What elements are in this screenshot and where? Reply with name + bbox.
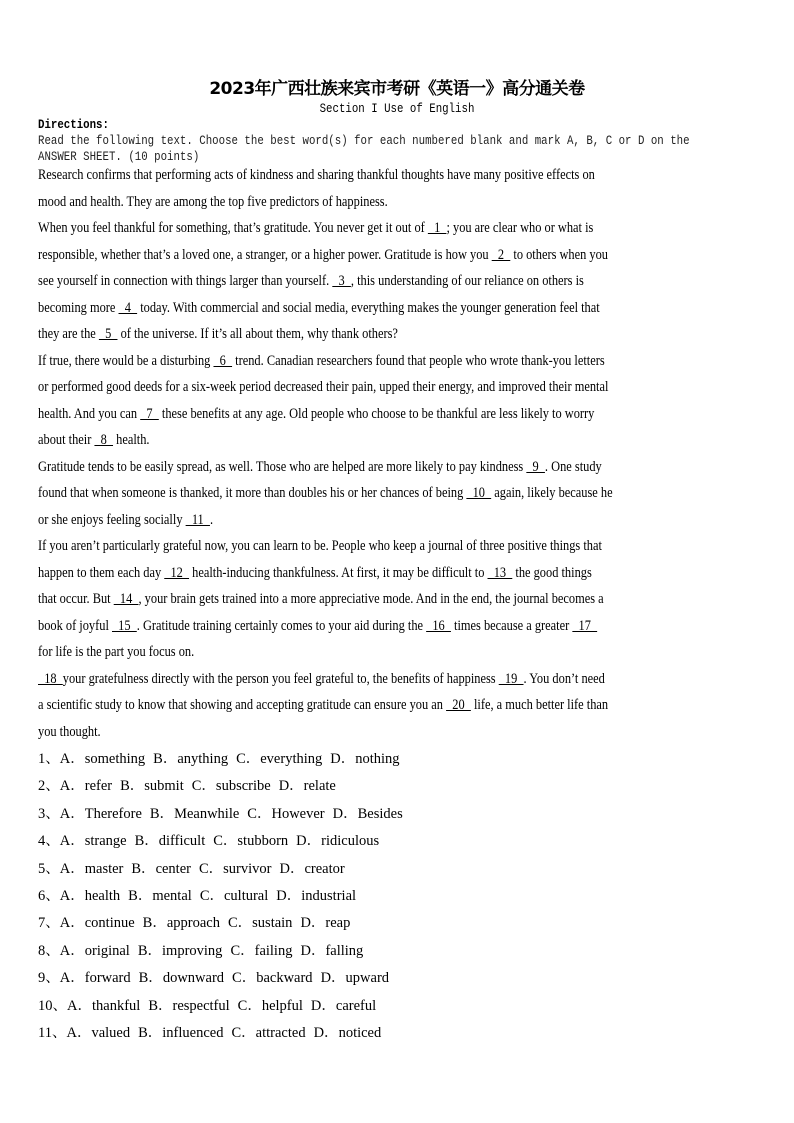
answer-choice[interactable] — [60, 778, 112, 794]
choice-letter: A． — [59, 860, 85, 877]
choice-text: subscribe — [215, 778, 271, 795]
passage-text: . — [209, 511, 214, 528]
answer-choice[interactable] — [199, 861, 272, 877]
numbered-blank: 1 — [427, 220, 447, 236]
choice-text: cultural — [223, 888, 269, 905]
choice-letter: B． — [153, 751, 178, 767]
numbered-blank: 5 — [98, 326, 118, 342]
choice-text: downward — [162, 970, 225, 987]
answer-choice[interactable] — [232, 970, 313, 986]
answer-choice[interactable] — [138, 943, 223, 959]
answer-options-list — [38, 746, 758, 1047]
passage-text: these benefits at any age. Old people who choose to be thankful are less likely to worry — [158, 405, 595, 422]
passage-text: book of joyful — [38, 617, 112, 634]
choice-letter: B． — [128, 888, 153, 905]
directions-line: Read the following text. Choose the best word(s) for each numbered blank and mark A, B, C or D on the — [38, 134, 690, 148]
passage-text: happen to them each day — [38, 564, 165, 581]
choice-text: creator — [304, 860, 345, 877]
passage-line — [38, 719, 765, 746]
choice-text: difficult — [158, 833, 206, 850]
question-number: 6、 — [38, 888, 60, 905]
choice-letter: C． — [191, 778, 216, 795]
choice-text: backward — [256, 970, 313, 987]
choice-text: Therefore — [84, 805, 142, 822]
choice-letter: B． — [148, 997, 173, 1014]
choice-letter: C． — [230, 942, 255, 959]
numbered-blank: 7 — [140, 405, 159, 422]
choice-letter: C． — [232, 970, 257, 987]
numbered-blank: 11 — [185, 511, 210, 528]
question-number: 5、 — [38, 860, 60, 877]
choice-letter: A． — [59, 805, 85, 822]
question-number: 3、 — [38, 805, 60, 822]
answer-choice[interactable] — [128, 888, 192, 904]
choice-letter: C． — [199, 888, 224, 905]
question-options-row — [38, 965, 758, 992]
numbered-blank: 10 — [466, 485, 492, 501]
passage-text: . You don’t need — [523, 670, 605, 687]
answer-choice[interactable] — [60, 806, 142, 822]
choice-text: continue — [84, 915, 135, 932]
choice-text: reap — [325, 915, 351, 932]
answer-choice[interactable] — [139, 970, 224, 986]
answer-choice[interactable] — [60, 888, 120, 904]
answer-choice[interactable] — [150, 806, 239, 822]
passage-text: the good things — [512, 564, 592, 581]
choice-letter: B． — [120, 778, 145, 795]
choice-letter: D． — [276, 888, 302, 905]
choice-text: forward — [84, 970, 131, 987]
passage-text: Gratitude tends to be easily spread, as well. Those who are helped are more likely to pay kindness — [38, 458, 527, 475]
cloze-passage — [38, 162, 765, 745]
passage-text: about their — [38, 432, 95, 448]
choice-text: submit — [144, 778, 184, 795]
passage-line — [38, 480, 765, 507]
numbered-blank: 19 — [498, 670, 524, 687]
answer-choice[interactable] — [60, 833, 127, 849]
numbered-blank: 18 — [38, 670, 63, 687]
question-options-row — [38, 746, 758, 773]
passage-text: health-inducing thankfulness. At first, it may be difficult to — [189, 564, 488, 581]
question-options-row — [38, 1020, 758, 1047]
numbered-blank: 4 — [118, 299, 138, 316]
choice-text: influenced — [162, 1025, 224, 1042]
passage-text: for life is the part you focus on. — [38, 644, 195, 660]
choice-letter: A． — [59, 778, 85, 795]
choice-letter: A． — [59, 888, 85, 905]
passage-text: , your brain gets trained into a more appreciative mode. And in the end, the journal becomes a — [138, 591, 604, 607]
answer-choice[interactable] — [60, 970, 131, 986]
answer-choice[interactable] — [300, 943, 363, 959]
passage-line — [38, 242, 765, 269]
passage-text: see yourself in connection with things larger than yourself. — [38, 273, 333, 289]
numbered-blank: 17 — [572, 617, 598, 634]
choice-letter: D． — [313, 1025, 339, 1042]
passage-text: When you feel thankful for something, that’s gratitude. You never get it out of — [38, 220, 428, 236]
question-options-row — [38, 828, 758, 855]
choice-text: nothing — [355, 751, 400, 767]
directions-text — [38, 133, 743, 165]
passage-text: a scientific study to know that showing and accepting gratitude can ensure you an — [38, 697, 447, 713]
choice-text: noticed — [338, 1025, 382, 1042]
answer-choice[interactable] — [314, 1025, 382, 1041]
choice-letter: C． — [237, 997, 262, 1014]
answer-choice[interactable] — [148, 998, 229, 1014]
passage-line — [38, 295, 765, 322]
numbered-blank: 2 — [491, 246, 511, 263]
question-number: 7、 — [38, 915, 60, 932]
answer-choice[interactable] — [60, 751, 145, 767]
passage-text: responsible, whether that’s a loved one, a stranger, or a higher power. Gratitude is how you — [38, 246, 492, 263]
passage-text: to others when you — [510, 246, 609, 263]
passage-text: ; you are clear who or what is — [446, 220, 594, 236]
question-number: 8、 — [38, 942, 60, 959]
choice-letter: C． — [227, 915, 253, 932]
question-options-row — [38, 883, 758, 910]
question-options-row — [38, 801, 758, 828]
choice-text: thankful — [91, 997, 141, 1014]
directions-heading: Directions: — [38, 118, 109, 132]
choice-text: respectful — [172, 997, 230, 1014]
passage-text: mood and health. They are among the top five predictors of happiness. — [38, 193, 388, 210]
question-options-row — [38, 856, 758, 883]
choice-letter: D． — [278, 778, 304, 795]
choice-letter: B． — [142, 915, 167, 932]
answer-choice[interactable] — [138, 1025, 223, 1041]
choice-letter: B． — [137, 942, 163, 959]
passage-text: If true, there would be a disturbing — [38, 352, 214, 369]
numbered-blank: 3 — [332, 273, 351, 289]
question-options-row — [38, 773, 758, 800]
passage-text: they are the — [38, 326, 99, 342]
passage-line — [38, 189, 765, 216]
numbered-blank: 14 — [113, 591, 139, 607]
choice-text: health — [84, 888, 121, 905]
directions-line: ANSWER SHEET. (10 points) — [38, 150, 200, 164]
choice-text: mental — [152, 888, 192, 905]
passage-text: . Gratitude training certainly comes to your aid during the — [136, 617, 427, 634]
choice-letter: D． — [279, 860, 305, 877]
question-number: 1、 — [38, 751, 60, 767]
answer-choice[interactable] — [66, 1025, 130, 1041]
numbered-blank: 13 — [487, 564, 513, 581]
passage-line — [38, 560, 765, 587]
choice-letter: C． — [236, 751, 261, 767]
choice-text: industrial — [301, 888, 357, 905]
passage-line — [38, 692, 765, 719]
answer-choice[interactable] — [321, 970, 389, 986]
choice-letter: C． — [247, 805, 272, 822]
choice-letter: C． — [198, 860, 224, 877]
passage-text: that occur. But — [38, 591, 114, 607]
choice-text: careful — [335, 997, 377, 1014]
choice-text: However — [271, 805, 325, 822]
choice-text: attracted — [255, 1025, 306, 1042]
choice-text: falling — [325, 942, 364, 959]
answer-choice[interactable] — [296, 833, 379, 849]
passage-text: life, a much better life than — [470, 697, 609, 713]
numbered-blank: 20 — [446, 697, 471, 713]
choice-text: ridiculous — [321, 833, 380, 850]
choice-letter: C． — [231, 1025, 256, 1042]
choice-text: improving — [162, 942, 223, 959]
choice-text: center — [155, 860, 191, 877]
answer-choice[interactable] — [311, 998, 376, 1014]
passage-text: you thought. — [38, 723, 101, 740]
choice-letter: B． — [134, 833, 159, 850]
answer-choice[interactable] — [67, 998, 140, 1014]
numbered-blank: 8 — [94, 432, 114, 448]
answer-choice[interactable] — [276, 888, 356, 904]
numbered-blank: 15 — [111, 617, 137, 634]
question-options-row — [38, 993, 758, 1020]
choice-text: helpful — [261, 997, 303, 1014]
answer-choice[interactable] — [60, 915, 135, 931]
choice-letter: A． — [67, 997, 92, 1014]
passage-text: health. — [113, 432, 150, 448]
passage-line — [38, 639, 765, 666]
answer-choice[interactable] — [131, 861, 191, 877]
section-heading: Section I Use of English — [319, 102, 475, 116]
choice-letter: A． — [59, 970, 85, 987]
choice-text: survivor — [223, 860, 272, 877]
answer-choice[interactable] — [192, 778, 271, 794]
passage-line — [38, 162, 765, 189]
passage-text: today. With commercial and social media, everything makes the younger generation feel that — [137, 299, 600, 316]
numbered-blank: 12 — [164, 564, 190, 581]
passage-line — [38, 586, 765, 613]
answer-choice[interactable] — [153, 751, 228, 767]
passage-text: becoming more — [38, 299, 119, 316]
passage-text: . One study — [544, 458, 602, 475]
passage-line — [38, 533, 765, 560]
passage-text: trend. Canadian researchers found that people who wrote thank-you letters — [232, 352, 605, 369]
choice-text: Besides — [357, 805, 403, 822]
passage-text: health. And you can — [38, 405, 141, 422]
question-number: 4、 — [38, 833, 60, 850]
answer-choice[interactable] — [60, 861, 124, 877]
passage-line — [38, 268, 765, 295]
choice-letter: A． — [66, 1025, 92, 1042]
choice-text: strange — [84, 833, 127, 850]
answer-choice[interactable] — [213, 833, 288, 849]
numbered-blank: 16 — [426, 617, 451, 634]
choice-text: master — [84, 860, 124, 877]
numbered-blank: 9 — [526, 458, 545, 475]
choice-text: sustain — [252, 915, 293, 932]
answer-choice[interactable] — [143, 915, 220, 931]
choice-letter: B． — [131, 860, 156, 877]
choice-letter: B． — [149, 805, 175, 822]
choice-text: something — [84, 751, 146, 767]
choice-text: Meanwhile — [174, 805, 240, 822]
choice-text: anything — [177, 751, 229, 767]
passage-line — [38, 613, 765, 640]
choice-text: relate — [303, 778, 336, 795]
passage-text: times because a greater — [450, 617, 573, 634]
passage-text: of the universe. If it’s all about them, why thank others? — [117, 326, 398, 342]
question-options-row — [38, 938, 758, 965]
passage-line — [38, 374, 765, 401]
choice-text: upward — [345, 970, 390, 987]
passage-text: Research confirms that performing acts of kindness and sharing thankful thoughts have many positive effects on — [38, 167, 595, 183]
answer-choice[interactable] — [60, 943, 130, 959]
choice-text: refer — [84, 778, 113, 795]
answer-choice[interactable] — [236, 751, 322, 767]
passage-line — [38, 348, 765, 375]
numbered-blank: 6 — [213, 352, 233, 369]
answer-choice[interactable] — [279, 778, 336, 794]
question-options-row — [38, 910, 758, 937]
answer-choice[interactable] — [247, 806, 324, 822]
choice-letter: A． — [59, 915, 85, 932]
answer-choice[interactable] — [200, 888, 268, 904]
answer-choice[interactable] — [120, 778, 184, 794]
choice-text: original — [84, 942, 130, 959]
choice-text: failing — [254, 942, 293, 959]
question-number: 2、 — [38, 778, 60, 795]
choice-letter: D． — [310, 997, 336, 1014]
choice-letter: A． — [59, 942, 85, 959]
page-title: 2023年广西壮族来宾市考研《英语一》高分通关卷 — [209, 79, 585, 99]
question-number: 9、 — [38, 970, 60, 987]
question-number: 11、 — [38, 1025, 67, 1042]
choice-letter: D． — [330, 751, 356, 767]
passage-text: again, likely because he — [491, 485, 613, 501]
choice-letter: C． — [213, 833, 238, 850]
passage-text: found that when someone is thanked, it more than doubles his or her chances of being — [38, 485, 467, 501]
choice-letter: D． — [300, 942, 326, 959]
passage-line — [38, 401, 765, 428]
answer-choice[interactable] — [230, 943, 292, 959]
passage-line — [38, 427, 765, 454]
passage-text: , this understanding of our reliance on others is — [350, 273, 584, 289]
passage-line — [38, 215, 765, 242]
answer-choice[interactable] — [280, 861, 345, 877]
choice-letter: A． — [59, 751, 85, 767]
answer-choice[interactable] — [228, 915, 292, 931]
passage-text: or performed good deeds for a six-week period decreased their pain, upped their energy, and improved their mental — [38, 379, 609, 395]
choice-letter: D． — [296, 833, 322, 850]
answer-choice[interactable] — [330, 751, 399, 767]
passage-line — [38, 454, 765, 481]
answer-choice[interactable] — [238, 998, 303, 1014]
choice-text: stubborn — [237, 833, 289, 850]
choice-letter: A． — [59, 833, 85, 850]
answer-choice[interactable] — [231, 1025, 305, 1041]
question-number: 10、 — [38, 997, 67, 1014]
choice-letter: D． — [320, 970, 346, 987]
passage-line — [38, 507, 765, 534]
answer-choice[interactable] — [135, 833, 206, 849]
choice-text: approach — [166, 915, 220, 932]
answer-choice[interactable] — [300, 915, 350, 931]
passage-text: or she enjoys feeling socially — [38, 511, 186, 528]
answer-choice[interactable] — [333, 806, 403, 822]
choice-letter: B． — [138, 970, 163, 987]
passage-text: If you aren’t particularly grateful now, you can learn to be. People who keep a journal of three positive things that — [38, 538, 602, 554]
choice-letter: B． — [138, 1025, 163, 1042]
passage-line — [38, 666, 765, 693]
choice-text: everything — [260, 751, 323, 767]
choice-letter: D． — [300, 915, 326, 932]
choice-letter: D． — [332, 805, 358, 822]
passage-text: your gratefulness directly with the person you feel grateful to, the benefits of happiness — [62, 670, 499, 687]
passage-line — [38, 321, 765, 348]
choice-text: valued — [91, 1025, 131, 1042]
